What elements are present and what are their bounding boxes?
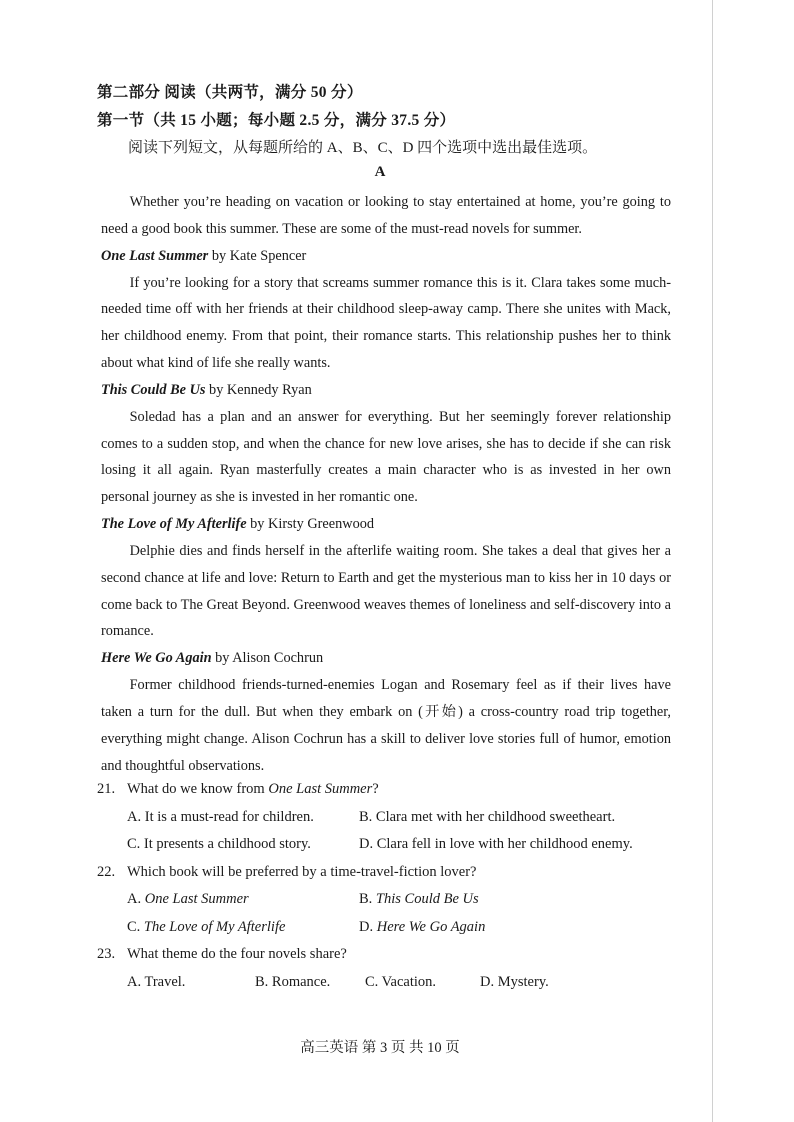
option-b[interactable] [359,804,659,832]
option-text: It presents a childhood story. [143,836,311,852]
question-stem [97,859,677,887]
book-entry [101,377,671,511]
part-heading: 第二部分 阅读（共两节，满分 50 分） [97,84,363,101]
option-d[interactable] [359,914,659,942]
question-number: 22. [97,863,116,880]
stem-text-after: ? [372,781,379,797]
option-a[interactable] [127,886,359,914]
options [127,969,677,997]
option-label: A. [127,808,145,825]
option-b[interactable] [359,886,659,914]
book-heading [101,645,671,672]
option-label: D. [359,918,377,935]
option-a[interactable] [127,969,255,997]
option-label: B. [359,808,376,825]
option-text: Here We Go Again [376,918,486,935]
question-number: 23. [97,946,116,962]
option-text: One Last Summer [144,891,249,907]
question-number: 21. [97,781,116,797]
question-23 [97,941,677,996]
question-stem [97,776,677,804]
question-text: What theme do the four novels share? [127,946,347,962]
book-heading [101,511,671,538]
option-c[interactable] [127,831,359,859]
book-author: by Alison Cochrun [211,650,324,667]
book-description: Former childhood friends-turned-enemies Logan and Rosemary feel as if their lives have taken a turn for the dull. But when they embark on (开始) a cross-country road trip together, everything might change. Alison Cochrun has a skill to deliver love stories full of humor, emotion and thoughtful observations. [101,677,671,774]
option-d[interactable] [359,831,659,859]
question-text [127,776,379,804]
instructions: 阅读下列短文，从每题所给的 A、B、C、D 四个选项中选出最佳选项。 [128,140,598,156]
passage [101,189,671,779]
book-entry [101,645,671,779]
option-label: C. [127,836,144,852]
section-heading: 第一节（共 15 小题；每小题 2.5 分，满分 37.5 分） [97,112,456,129]
passage-intro: Whether you’re heading on vacation or looking to stay entertained at home, you’re going to need a good book this summer. These are some of the must-read novels for summer. [101,194,671,237]
question-22 [97,859,677,942]
question-text: Which book will be preferred by a time-travel-fiction lover? [127,863,477,880]
option-text: This Could Be Us [375,891,479,907]
book-author: by Kennedy Ryan [205,381,312,398]
options [127,886,677,941]
book-entry [101,243,671,377]
passage-label: A [374,164,386,180]
book-title: The Love of My Afterlife [101,515,247,532]
stem-text: What do we know from [127,781,269,797]
option-label: B. [359,891,376,907]
book-title: One Last Summer [101,247,209,264]
option-text: It is a must-read for children. [144,808,314,825]
option-label: A. [127,973,145,990]
book-heading [101,377,671,404]
option-c[interactable] [127,914,359,942]
option-b[interactable] [255,969,365,997]
option-text: Clara met with her childhood sweetheart. [375,808,616,825]
option-label: C. [365,973,382,990]
question-stem [97,941,677,969]
option-label: D. [359,836,377,852]
option-text: Romance. [271,973,331,990]
option-text: The Love of My Afterlife [143,918,286,935]
option-text: Mystery. [497,973,549,990]
option-label: C. [127,918,144,935]
option-text: Clara fell in love with her childhood enemy. [376,836,633,852]
book-author: by Kirsty Greenwood [246,515,375,532]
book-description: Delphie dies and finds herself in the afterlife waiting room. She takes a deal that gives her a second chance at life and love: Return to Earth and get the mysterious man to kiss her in 10 days or come back to The Great Beyond. Greenwood weaves themes of loneliness and self-discovery into a romance. [101,542,671,640]
option-a[interactable] [127,804,359,832]
question-21 [97,776,677,859]
book-entry [101,511,671,645]
option-c[interactable] [365,969,480,997]
option-label: A. [127,891,145,907]
option-label: B. [255,973,272,990]
page-footer: 高三英语 第 3 页 共 10 页 [300,1040,460,1056]
book-title: Here We Go Again [101,650,212,667]
option-text: Vacation. [381,973,437,990]
option-label: D. [480,973,498,990]
option-d[interactable] [480,969,600,997]
book-author: by Kate Spencer [208,247,307,264]
question-list [97,776,677,996]
book-heading [101,243,671,270]
book-title: This Could Be Us [101,381,206,398]
option-text: Travel. [144,973,186,990]
book-description: If you’re looking for a story that screams summer romance this is it. Clara takes some much-needed time off with her friends at their childhood sleep-away camp. There she unites with Mack, her childhood enemy. From that point, their romance starts. This relationship pushes her to think about what kind of life she really wants. [101,274,671,371]
stem-italic: One Last Summer [268,781,373,797]
book-description: Soledad has a plan and an answer for everything. But her seemingly forever relationship comes to a sudden stop, and when the chance for new love arises, she has to decide if she can risk losing it all again. Ryan masterfully creates a main character who is as invested in her own personal journey as she is invested in her romantic one. [101,408,671,506]
options [127,804,677,859]
